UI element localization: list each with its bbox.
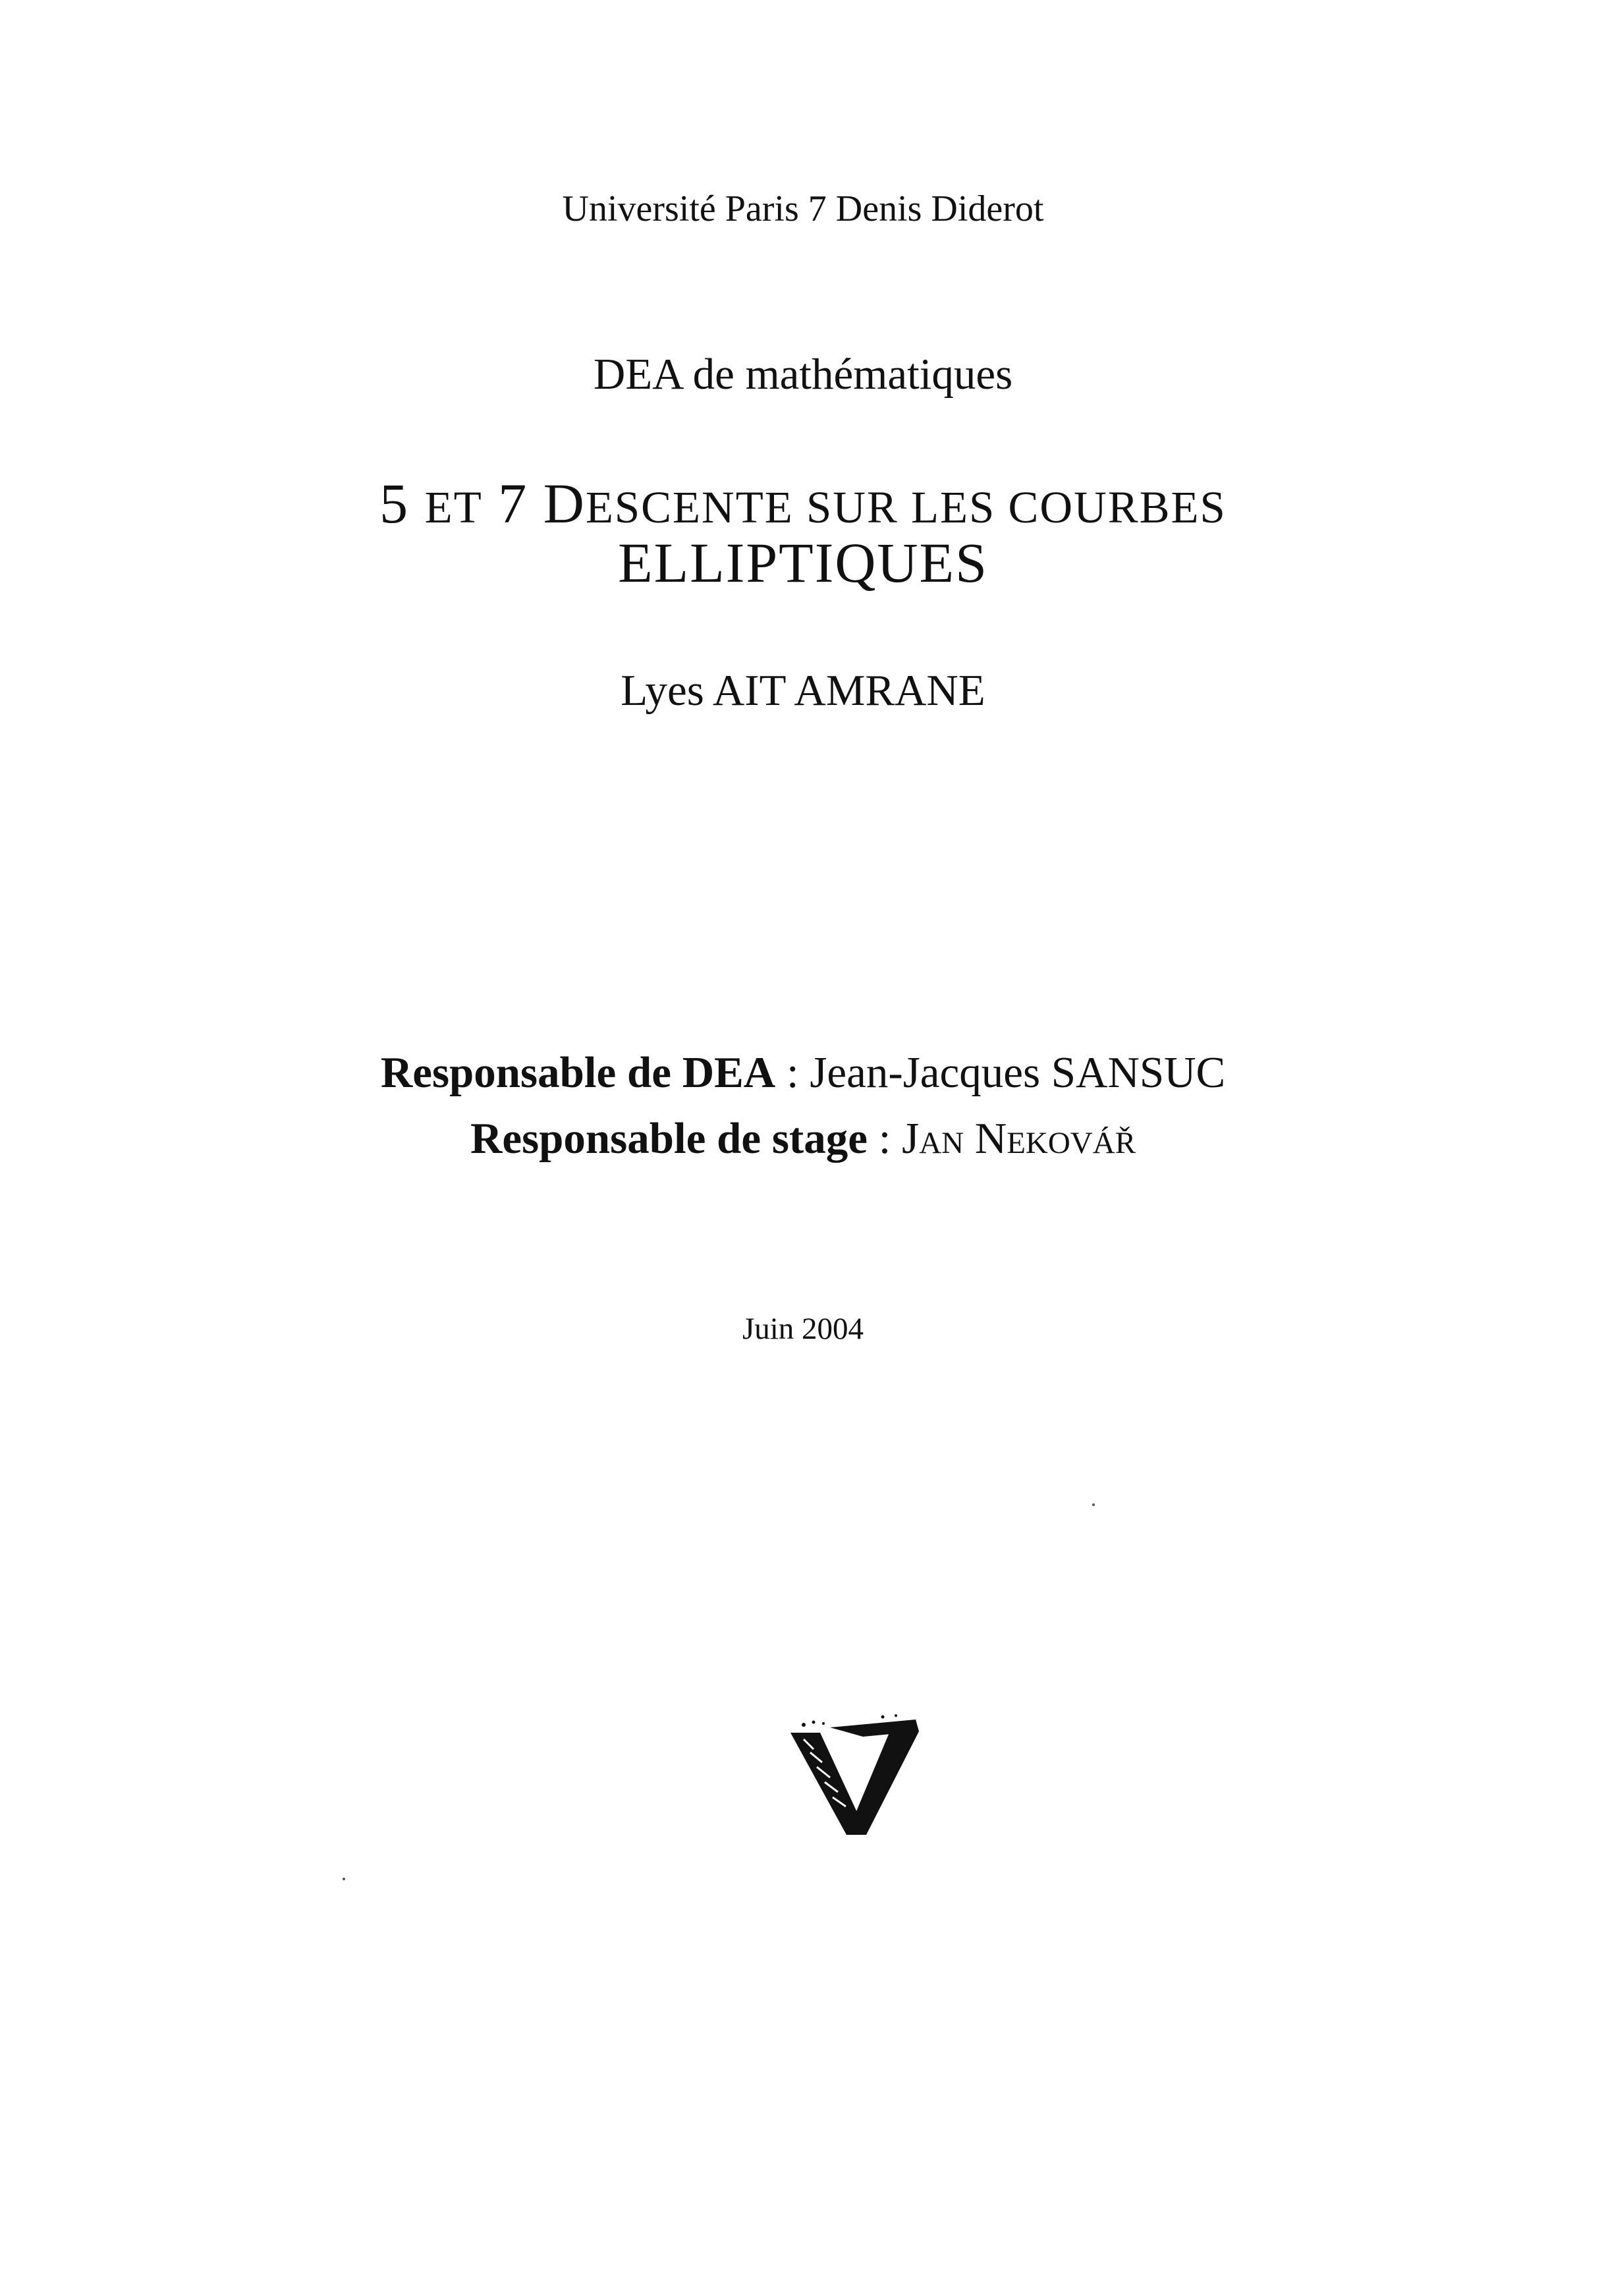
supervisor-dea <box>0 1048 1606 1098</box>
title-rest: ESCENTE SUR LES COURBES <box>585 482 1227 532</box>
supervisor-stage-sep: : <box>868 1114 902 1163</box>
supervisor-dea-label: Responsable de DEA <box>380 1048 776 1097</box>
title-cap: D <box>543 472 586 535</box>
scan-speck <box>343 1878 345 1880</box>
university-name: Université Paris 7 Denis Diderot <box>562 188 1044 229</box>
document-date: Juin 2004 <box>742 1312 864 1346</box>
title-word-et: ET <box>424 482 483 532</box>
supervisor-dea-name: Jean-Jacques SANSUC <box>810 1048 1226 1097</box>
title-num-1: 5 <box>379 472 410 535</box>
supervisor-stage-label: Responsable de stage <box>470 1114 868 1163</box>
title-num-2: 7 <box>498 472 528 535</box>
logo-seven-stroke <box>846 1731 919 1835</box>
supervisor-stage-name: Jan Nekovář <box>902 1114 1136 1163</box>
program-name: DEA de mathématiques <box>593 350 1013 399</box>
supervisor-stage <box>0 1113 1606 1164</box>
author-name: Lyes AIT AMRANE <box>621 666 985 715</box>
title-line-2: ELLIPTIQUES <box>618 531 988 594</box>
university-paris7-logo-icon <box>784 1713 922 1838</box>
scan-speck <box>1092 1503 1095 1506</box>
title-line-1 <box>0 471 1606 536</box>
supervisor-dea-sep: : <box>775 1048 810 1097</box>
